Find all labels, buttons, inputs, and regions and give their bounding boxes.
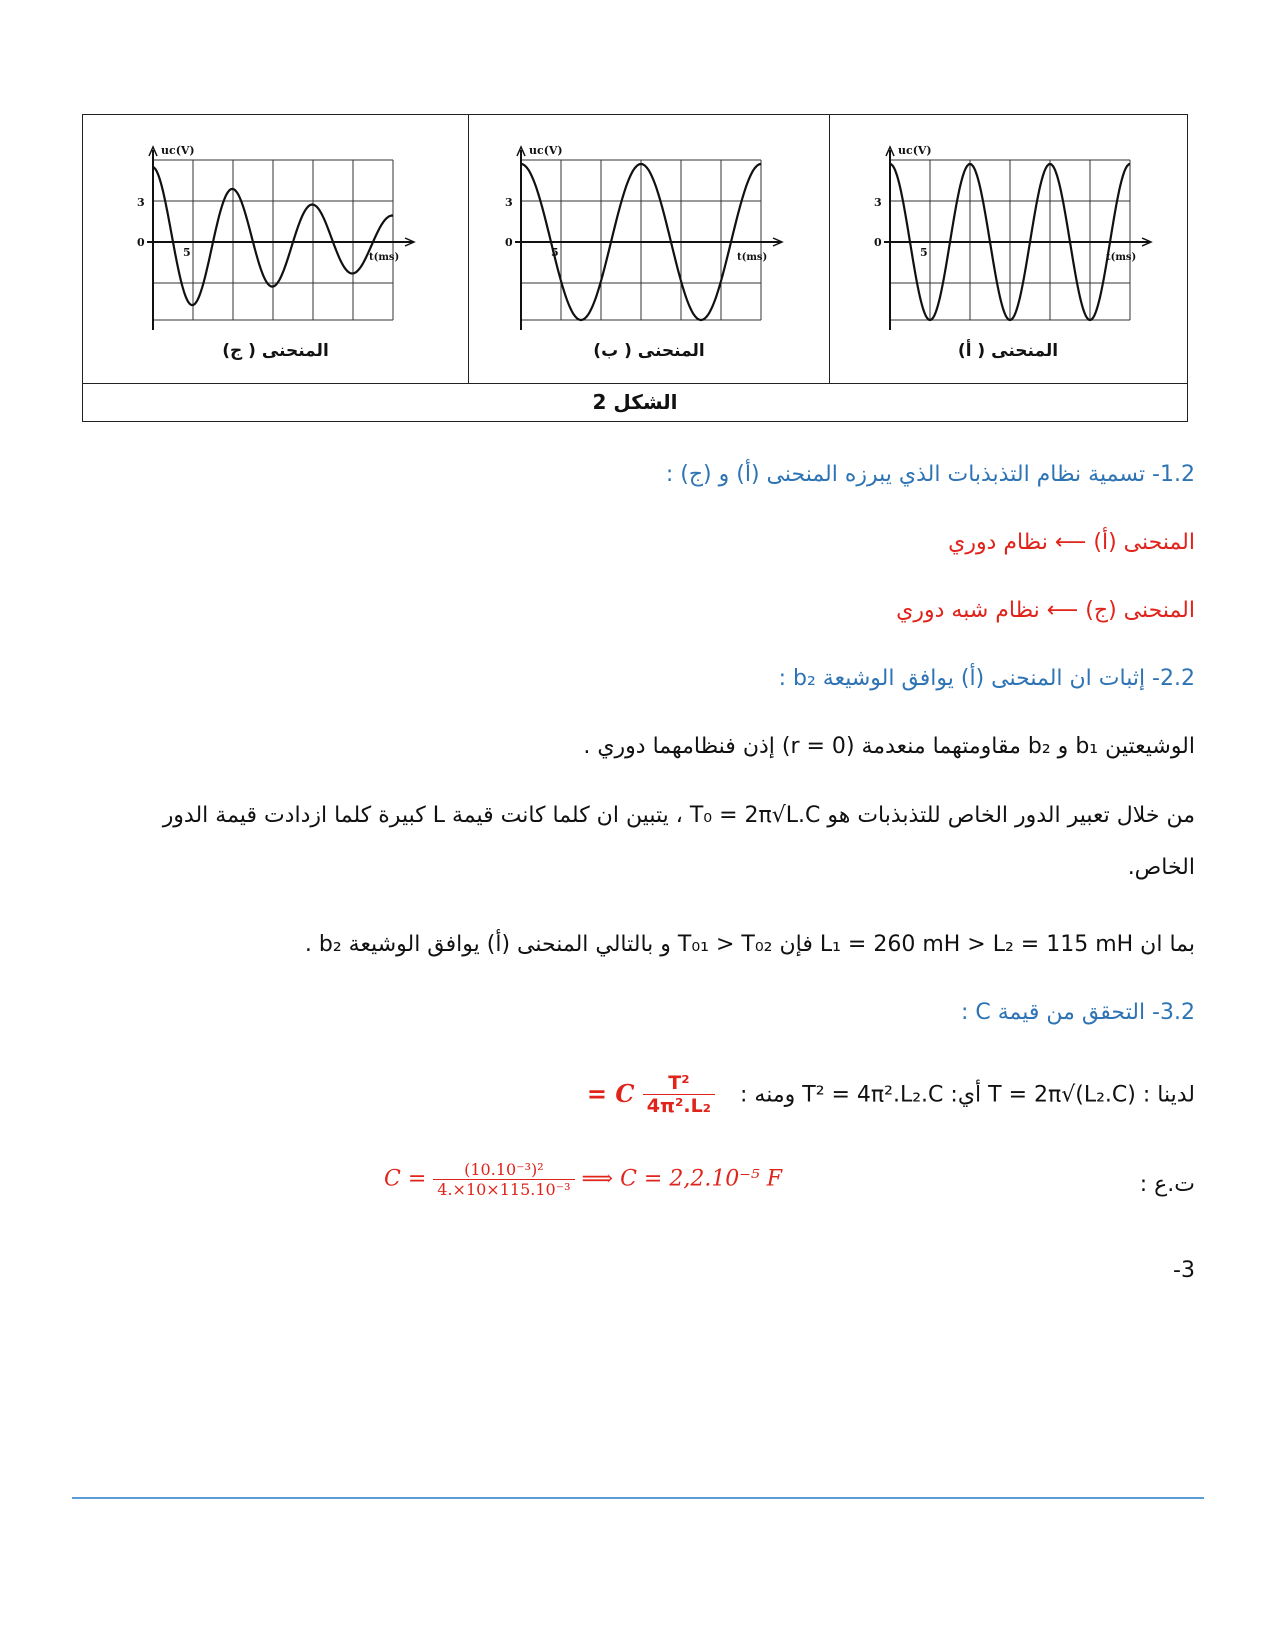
calc-num: (10.10⁻³)² [433, 1160, 574, 1180]
q22-para-3: بما ان L₁ = 260 mH > L₂ = 115 mH فإن T₀₁ > T₀₂ و بالتالي المنحنى (أ) يوافق الوشيعة b₂ . [304, 932, 1195, 957]
y-axis-label: uc(V) [898, 144, 932, 157]
q22-title: 2.2- إثبات ان المنحنى (أ) يوافق الوشيعة b₂ : [778, 666, 1195, 691]
tick-label-5: 5 [551, 246, 559, 259]
q32-line1-prefix: لدينا : T = 2π√(L₂.C) أي: T² = 4π².L₂.C ومنه : [740, 1082, 1195, 1108]
q12-answer-c: المنحنى (ج) ⟵ نظام شبه دوري [896, 598, 1195, 623]
panel-label-b: المنحنى ( ب) [593, 341, 705, 361]
x-axis-label: t(ms) [737, 252, 768, 263]
c-formula-fraction [643, 1072, 715, 1117]
panel-label-c: المنحنى ( ج) [222, 341, 329, 361]
y-axis-label: uc(V) [161, 144, 195, 157]
figure-caption: الشكل 2 [83, 383, 1187, 421]
q22-para-1: الوشيعتين b₁ و b₂ مقاومتهما منعدمة (r = 0) إذن فنظامهما دوري . [583, 734, 1195, 759]
q22-para-2: من خلال تعبير الدور الخاص للتذبذبات هو T₀ = 2π√L.C ، يتبين ان كلما كانت قيمة L كبيرة كلما ازدادت قيمة الدور الخاص. [162, 803, 1195, 880]
c-formula [586, 1072, 715, 1117]
q12-answer-a: المنحنى (أ) ⟵ نظام دوري [948, 530, 1195, 555]
panel-curve-b [469, 115, 830, 383]
footer-rule [72, 1497, 1204, 1499]
c-formula-den: 4π².L₂ [646, 1095, 711, 1117]
x-axis-label: t(ms) [1106, 252, 1137, 263]
tick-label-3: 3 [137, 196, 145, 209]
q32-formula-line [587, 1072, 1195, 1117]
calc-result: ⟹ C = 2,2.10⁻⁵ F [581, 1166, 782, 1192]
figure-2-table [82, 114, 1188, 422]
x-axis-label: t(ms) [369, 252, 400, 263]
calc-den: 4.×10×115.10⁻³ [437, 1180, 571, 1199]
q32-title: 3.2- التحقق من قيمة C : [960, 1000, 1195, 1025]
y-axis-label: uc(V) [529, 144, 563, 157]
tick-label-0: 0 [137, 236, 145, 249]
panel-curve-c [83, 115, 469, 383]
panel-curve-a [830, 115, 1186, 383]
tick-label-0: 0 [505, 236, 513, 249]
tick-label-5: 5 [920, 246, 928, 259]
tick-label-5: 5 [183, 246, 191, 259]
panel-label-a: المنحنى ( أ) [957, 341, 1059, 361]
calc-lhs: C = [384, 1166, 427, 1192]
q32-calculation [384, 1160, 782, 1199]
q3-title: 3- [1173, 1258, 1195, 1283]
tick-label-0: 0 [874, 236, 882, 249]
calc-fraction [433, 1160, 574, 1199]
q32-ta-label: ت.ع : [1139, 1172, 1195, 1197]
tick-label-3: 3 [505, 196, 513, 209]
q12-title: 1.2- تسمية نظام التذبذبات الذي يبرزه المنحنى (أ) و (ج) : [665, 462, 1195, 487]
c-formula-num: T² [643, 1072, 715, 1095]
tick-label-3: 3 [874, 196, 882, 209]
c-formula-lhs: C = [586, 1078, 635, 1108]
